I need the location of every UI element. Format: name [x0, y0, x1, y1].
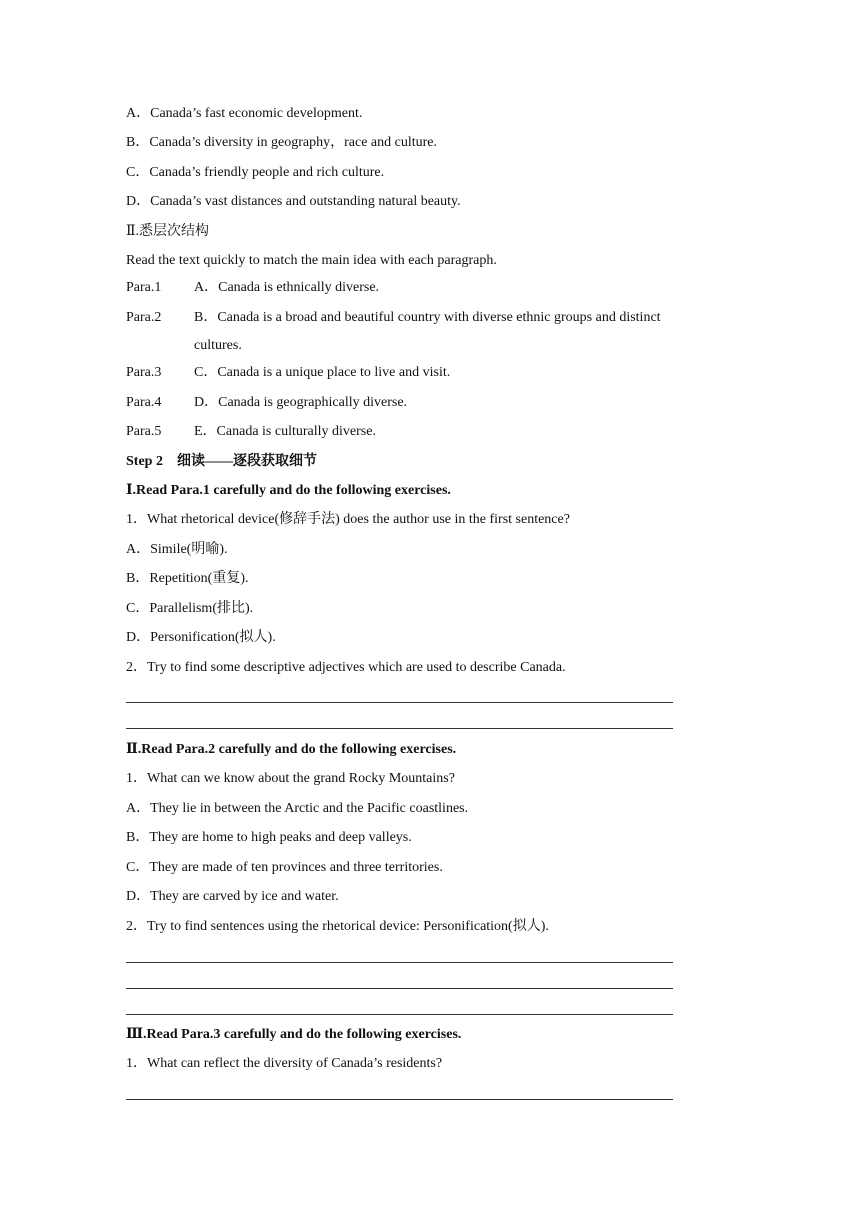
match-idea-b-continued: cultures.: [194, 338, 242, 353]
q0-option-b: B．Canada’s diversity in geography，race and culture.: [126, 135, 438, 150]
part1-option-a: A．Simile(明喻).: [126, 542, 228, 557]
match-idea-b: B．Canada is a broad and beautiful country with diverse ethnic groups and distinct: [194, 310, 661, 325]
match-instruction: Read the text quickly to match the main idea with each paragraph.: [126, 253, 497, 268]
match-idea-d: D．Canada is geographically diverse.: [194, 395, 408, 410]
answer-line[interactable]: [126, 1014, 673, 1015]
part2-option-c: C．They are made of ten provinces and three territories.: [126, 860, 443, 875]
section-heading: Ⅱ.悉层次结构: [126, 224, 210, 239]
match-idea-a: A．Canada is ethnically diverse.: [194, 280, 380, 295]
part1-heading: Ⅰ.Read Para.1 carefully and do the following exercises.: [126, 483, 451, 498]
part1-option-c: C．Parallelism(排比).: [126, 601, 254, 616]
answer-line[interactable]: [126, 988, 673, 989]
answer-line[interactable]: [126, 962, 673, 963]
answer-line[interactable]: [126, 728, 673, 729]
part1-question-1: 1．What rhetorical device(修辞手法) does the author use in the first sentence?: [126, 512, 570, 527]
match-para-3: Para.3: [126, 365, 162, 380]
part2-heading: Ⅱ.Read Para.2 carefully and do the following exercises.: [126, 742, 457, 757]
part3-question-1: 1．What can reflect the diversity of Canada’s residents?: [126, 1056, 443, 1071]
q0-option-d: D．Canada’s vast distances and outstanding natural beauty.: [126, 194, 461, 209]
match-idea-c: C．Canada is a unique place to live and visit.: [194, 365, 451, 380]
q0-option-a: A．Canada’s fast economic development.: [126, 106, 363, 121]
part1-option-d: D．Personification(拟人).: [126, 630, 276, 645]
match-para-5: Para.5: [126, 424, 162, 439]
part1-question-2: 2．Try to find some descriptive adjectives which are used to describe Canada.: [126, 660, 566, 675]
part2-option-d: D．They are carved by ice and water.: [126, 889, 339, 904]
match-idea-e: E．Canada is culturally diverse.: [194, 424, 376, 439]
part2-question-1: 1．What can we know about the grand Rocky Mountains?: [126, 771, 455, 786]
step2-heading: Step 2 细读——逐段获取细节: [126, 454, 317, 469]
part2-option-a: A．They lie in between the Arctic and the Pacific coastlines.: [126, 801, 469, 816]
answer-line[interactable]: [126, 702, 673, 703]
part2-question-2: 2．Try to find sentences using the rhetorical device: Personification(拟人).: [126, 919, 549, 934]
q0-option-c: C．Canada’s friendly people and rich culture.: [126, 165, 385, 180]
match-para-2: Para.2: [126, 310, 162, 325]
part2-option-b: B．They are home to high peaks and deep valleys.: [126, 830, 412, 845]
part1-option-b: B．Repetition(重复).: [126, 571, 249, 586]
answer-line[interactable]: [126, 1099, 673, 1100]
match-para-4: Para.4: [126, 395, 162, 410]
match-para-1: Para.1: [126, 280, 162, 295]
part3-heading: Ⅲ.Read Para.3 carefully and do the following exercises.: [126, 1027, 462, 1042]
